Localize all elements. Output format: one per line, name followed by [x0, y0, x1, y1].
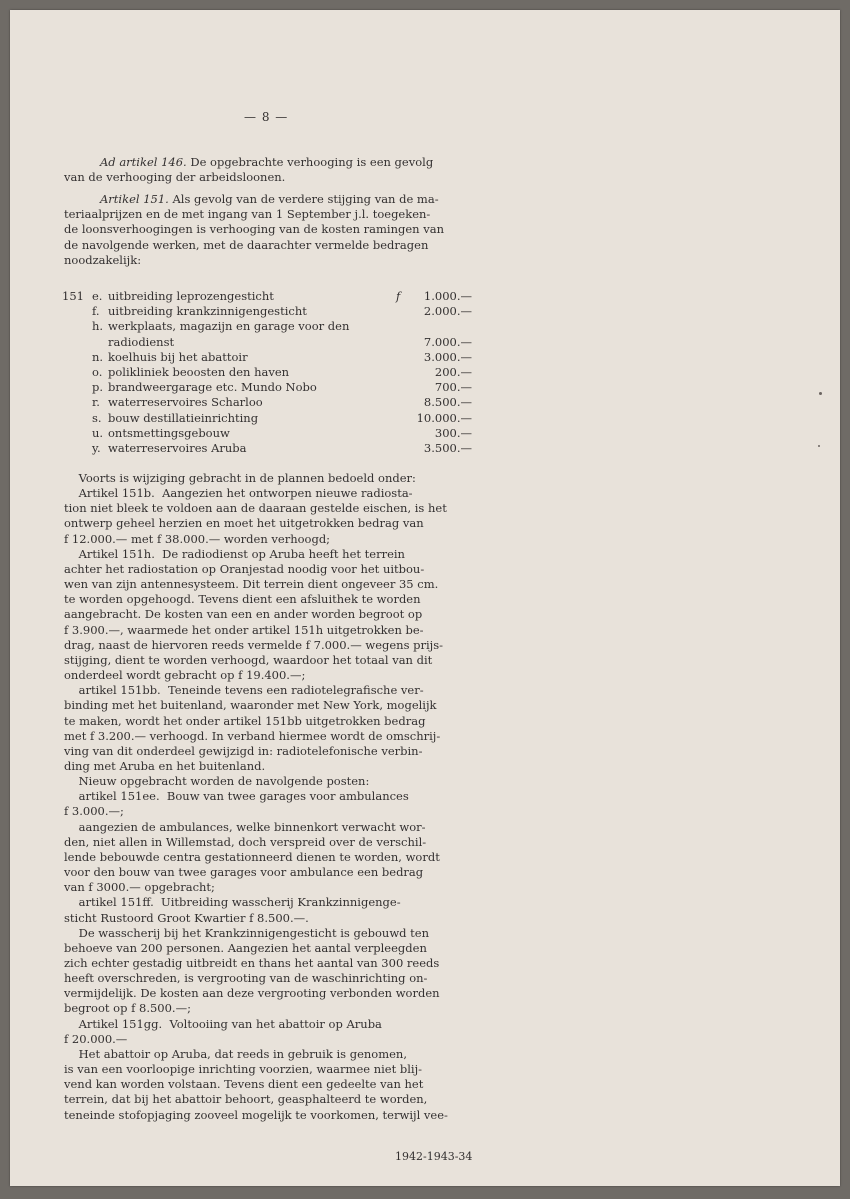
cost-item-row: [62, 335, 472, 350]
item-amount: 3.000.—: [423, 349, 472, 364]
cost-item-row: [62, 289, 472, 304]
text-content: de navolgende werken, met de daarachter vermelde bedragen: [64, 237, 429, 252]
text-line: [64, 170, 469, 185]
text-line: [64, 192, 469, 207]
body-line: Nieuw opgebracht worden de navolgende posten:: [64, 774, 370, 789]
text-line: [64, 155, 469, 170]
body-line: artikel 151ee. Bouw van twee garages voor ambulances: [64, 789, 409, 804]
item-letter: o.: [92, 364, 103, 379]
text-content: van de verhooging der arbeidsloonen.: [64, 170, 286, 185]
cost-item-row: [62, 304, 472, 319]
footer-code: 1942-1943-34: [395, 1150, 473, 1163]
body-line: sticht Rustoord Groot Kwartier f 8.500.—.: [64, 910, 309, 925]
text-content: Als gevolg van de verdere stijging van de ma-: [168, 192, 439, 206]
body-line: drag, naast de hiervoren reeds vermelde f 7.000.— wegens prijs-: [64, 637, 444, 652]
item-amount: 1.000.—: [423, 289, 472, 303]
body-line: binding met het buitenland, waaronder met New York, mogelijk: [64, 698, 437, 713]
text-line: [64, 253, 469, 268]
body-line: De wasscherij bij het Krankzinnigengesticht is gebouwd ten: [64, 925, 430, 940]
cost-item-row: [62, 319, 472, 334]
text-content: de loonsverhoogingen is verhooging van de kosten ramingen van: [64, 222, 444, 237]
body-line: terrein, dat bij het abattoir behoort, geasphalteerd te worden,: [64, 1092, 428, 1107]
body-line: heeft overschreden, is vergrooting van de waschinrichting on-: [64, 971, 428, 986]
item-description: koelhuis bij het abattoir: [108, 349, 248, 364]
cost-item-row: [62, 395, 472, 410]
text-content: noodzakelijk:: [64, 252, 142, 267]
body-line: met f 3.200.— verhoogd. In verband hiermee wordt de omschrij-: [64, 728, 441, 743]
body-line: f 12.000.— met f 38.000.— worden verhoogd;: [64, 531, 331, 546]
body-line: vermijdelijk. De kosten aan deze vergrooting verbonden worden: [64, 986, 440, 1001]
cost-item-row: [62, 411, 472, 426]
body-line: achter het radiostation op Oranjestad noodig voor het uitbou-: [64, 561, 425, 576]
item-description: polikliniek beoosten den haven: [108, 364, 290, 379]
cost-item-row: [62, 441, 472, 456]
article-reference: Ad artikel 146.: [100, 155, 187, 169]
item-description: bouw destillatieinrichting: [108, 410, 259, 425]
body-line: vend kan worden volstaan. Tevens dient een gedeelte van het: [64, 1077, 424, 1092]
document-page: [10, 10, 840, 1186]
item-description: waterreservoires Scharloo: [108, 395, 263, 410]
item-description: uitbreiding krankzinnigengesticht: [108, 304, 307, 319]
body-line: f 20.000.—: [64, 1031, 128, 1046]
body-line: f 3.900.—, waarmede het onder artikel 151h uitgetrokken be-: [64, 622, 424, 637]
item-amount: 300.—: [434, 425, 472, 440]
item-description: werkplaats, magazijn en garage voor den: [108, 319, 350, 334]
body-line: te maken, wordt het onder artikel 151bb uitgetrokken bedrag: [64, 713, 426, 728]
cost-item-row: [62, 365, 472, 380]
item-description: uitbreiding leprozengesticht: [108, 289, 274, 303]
item-letter: y.: [92, 440, 101, 455]
item-letter: h.: [92, 319, 104, 334]
intro-paragraph-151: [64, 192, 469, 268]
item-description: ontsmettingsgebouw: [108, 425, 230, 440]
text-line: [64, 238, 469, 253]
item-letter: e.: [92, 289, 103, 303]
item-description: radiodienst: [108, 334, 175, 349]
body-text: [64, 471, 470, 1123]
text-content: teriaalprijzen en de met ingang van 1 September j.l. toegeken-: [64, 207, 431, 222]
item-letter: r.: [92, 395, 100, 410]
paper-speck: [819, 392, 822, 395]
item-amount: 200.—: [434, 364, 472, 379]
body-line: Het abattoir op Aruba, dat reeds in gebruik is genomen,: [64, 1046, 407, 1061]
text-content: De opgebrachte verhooging is een gevolg: [186, 155, 434, 169]
item-description: brandweergarage etc. Mundo Nobo: [108, 380, 317, 395]
body-line: zich echter gestadig uitbreidt en thans het aantal van 300 reeds: [64, 956, 440, 970]
body-line: Artikel 151h. De radiodienst op Aruba heeft het terrein: [64, 546, 405, 561]
page-number: — 8 —: [244, 110, 289, 124]
item-letter: s.: [92, 410, 102, 425]
body-line: den, niet allen in Willemstad, doch verspreid over de verschil-: [64, 834, 427, 849]
body-line: Voorts is wijziging gebracht in de plannen bedoeld onder:: [64, 471, 416, 485]
cost-item-row: [62, 426, 472, 441]
body-line: onderdeel wordt gebracht op f 19.400.—;: [64, 668, 306, 683]
body-line: Artikel 151b. Aangezien het ontworpen nieuwe radiosta-: [64, 486, 413, 501]
cost-item-row: [62, 350, 472, 365]
body-line: teneinde stofopjaging zooveel mogelijk te voorkomen, terwijl vee-: [64, 1107, 448, 1122]
item-letter: p.: [92, 380, 104, 395]
body-line: aangebracht. De kosten van een en ander worden begroot op: [64, 607, 423, 622]
item-number: 151: [62, 289, 84, 303]
item-letter: f.: [92, 304, 100, 319]
item-amount: 3.500.—: [423, 440, 472, 455]
body-line: ving van dit onderdeel gewijzigd in: radiotelefonische verbin-: [64, 743, 423, 758]
body-line: tion niet bleek te voldoen aan de daaraan gestelde eischen, is het: [64, 501, 447, 516]
body-line: begroot op f 8.500.—;: [64, 1001, 191, 1016]
body-line: ontwerp geheel herzien en moet het uitgetrokken bedrag van: [64, 516, 424, 531]
body-line: stijging, dient te worden verhoogd, waardoor het totaal van dit: [64, 652, 433, 667]
body-line: lende bebouwde centra gestationneerd dienen te worden, wordt: [64, 849, 440, 864]
body-line: is van een voorloopige inrichting voorzien, waarmee niet blij-: [64, 1062, 423, 1077]
currency-symbol: f: [396, 289, 401, 303]
body-line: voor den bouw van twee garages voor ambulance een bedrag: [64, 865, 424, 880]
item-amount: 700.—: [434, 380, 472, 395]
text-line: [64, 222, 469, 237]
paper-speck: [818, 445, 820, 447]
body-line: aangezien de ambulances, welke binnenkort verwacht wor-: [64, 819, 426, 834]
text-line: [64, 207, 469, 222]
body-line: f 3.000.—;: [64, 804, 124, 819]
item-amount: 7.000.—: [423, 334, 472, 349]
cost-list: [62, 289, 472, 456]
cost-item-row: [62, 380, 472, 395]
item-amount: 10.000.—: [416, 410, 472, 425]
body-line: te worden opgehoogd. Tevens dient een afsluithek te worden: [64, 592, 421, 607]
item-letter: n.: [92, 349, 104, 364]
item-amount: 8.500.—: [423, 395, 472, 410]
intro-paragraph-146: [64, 155, 469, 185]
body-line: behoeve van 200 personen. Aangezien het aantal verpleegden: [64, 940, 427, 955]
body-line: van f 3000.— opgebracht;: [64, 880, 215, 895]
body-line: wen van zijn antennesysteem. Dit terrein dient ongeveer 35 cm.: [64, 577, 439, 592]
body-line: artikel 151ff. Uitbreiding wasscherij Krankzinnigenge-: [64, 895, 401, 910]
body-line: ding met Aruba en het buitenland.: [64, 758, 266, 773]
item-description: waterreservoires Aruba: [108, 440, 247, 455]
body-line: artikel 151bb. Teneinde tevens een radiotelegrafische ver-: [64, 683, 424, 698]
article-reference: Artikel 151.: [100, 192, 169, 206]
item-amount: 2.000.—: [423, 304, 472, 319]
body-line: Artikel 151gg. Voltooiing van het abattoir op Aruba: [64, 1016, 382, 1031]
item-letter: u.: [92, 425, 104, 440]
